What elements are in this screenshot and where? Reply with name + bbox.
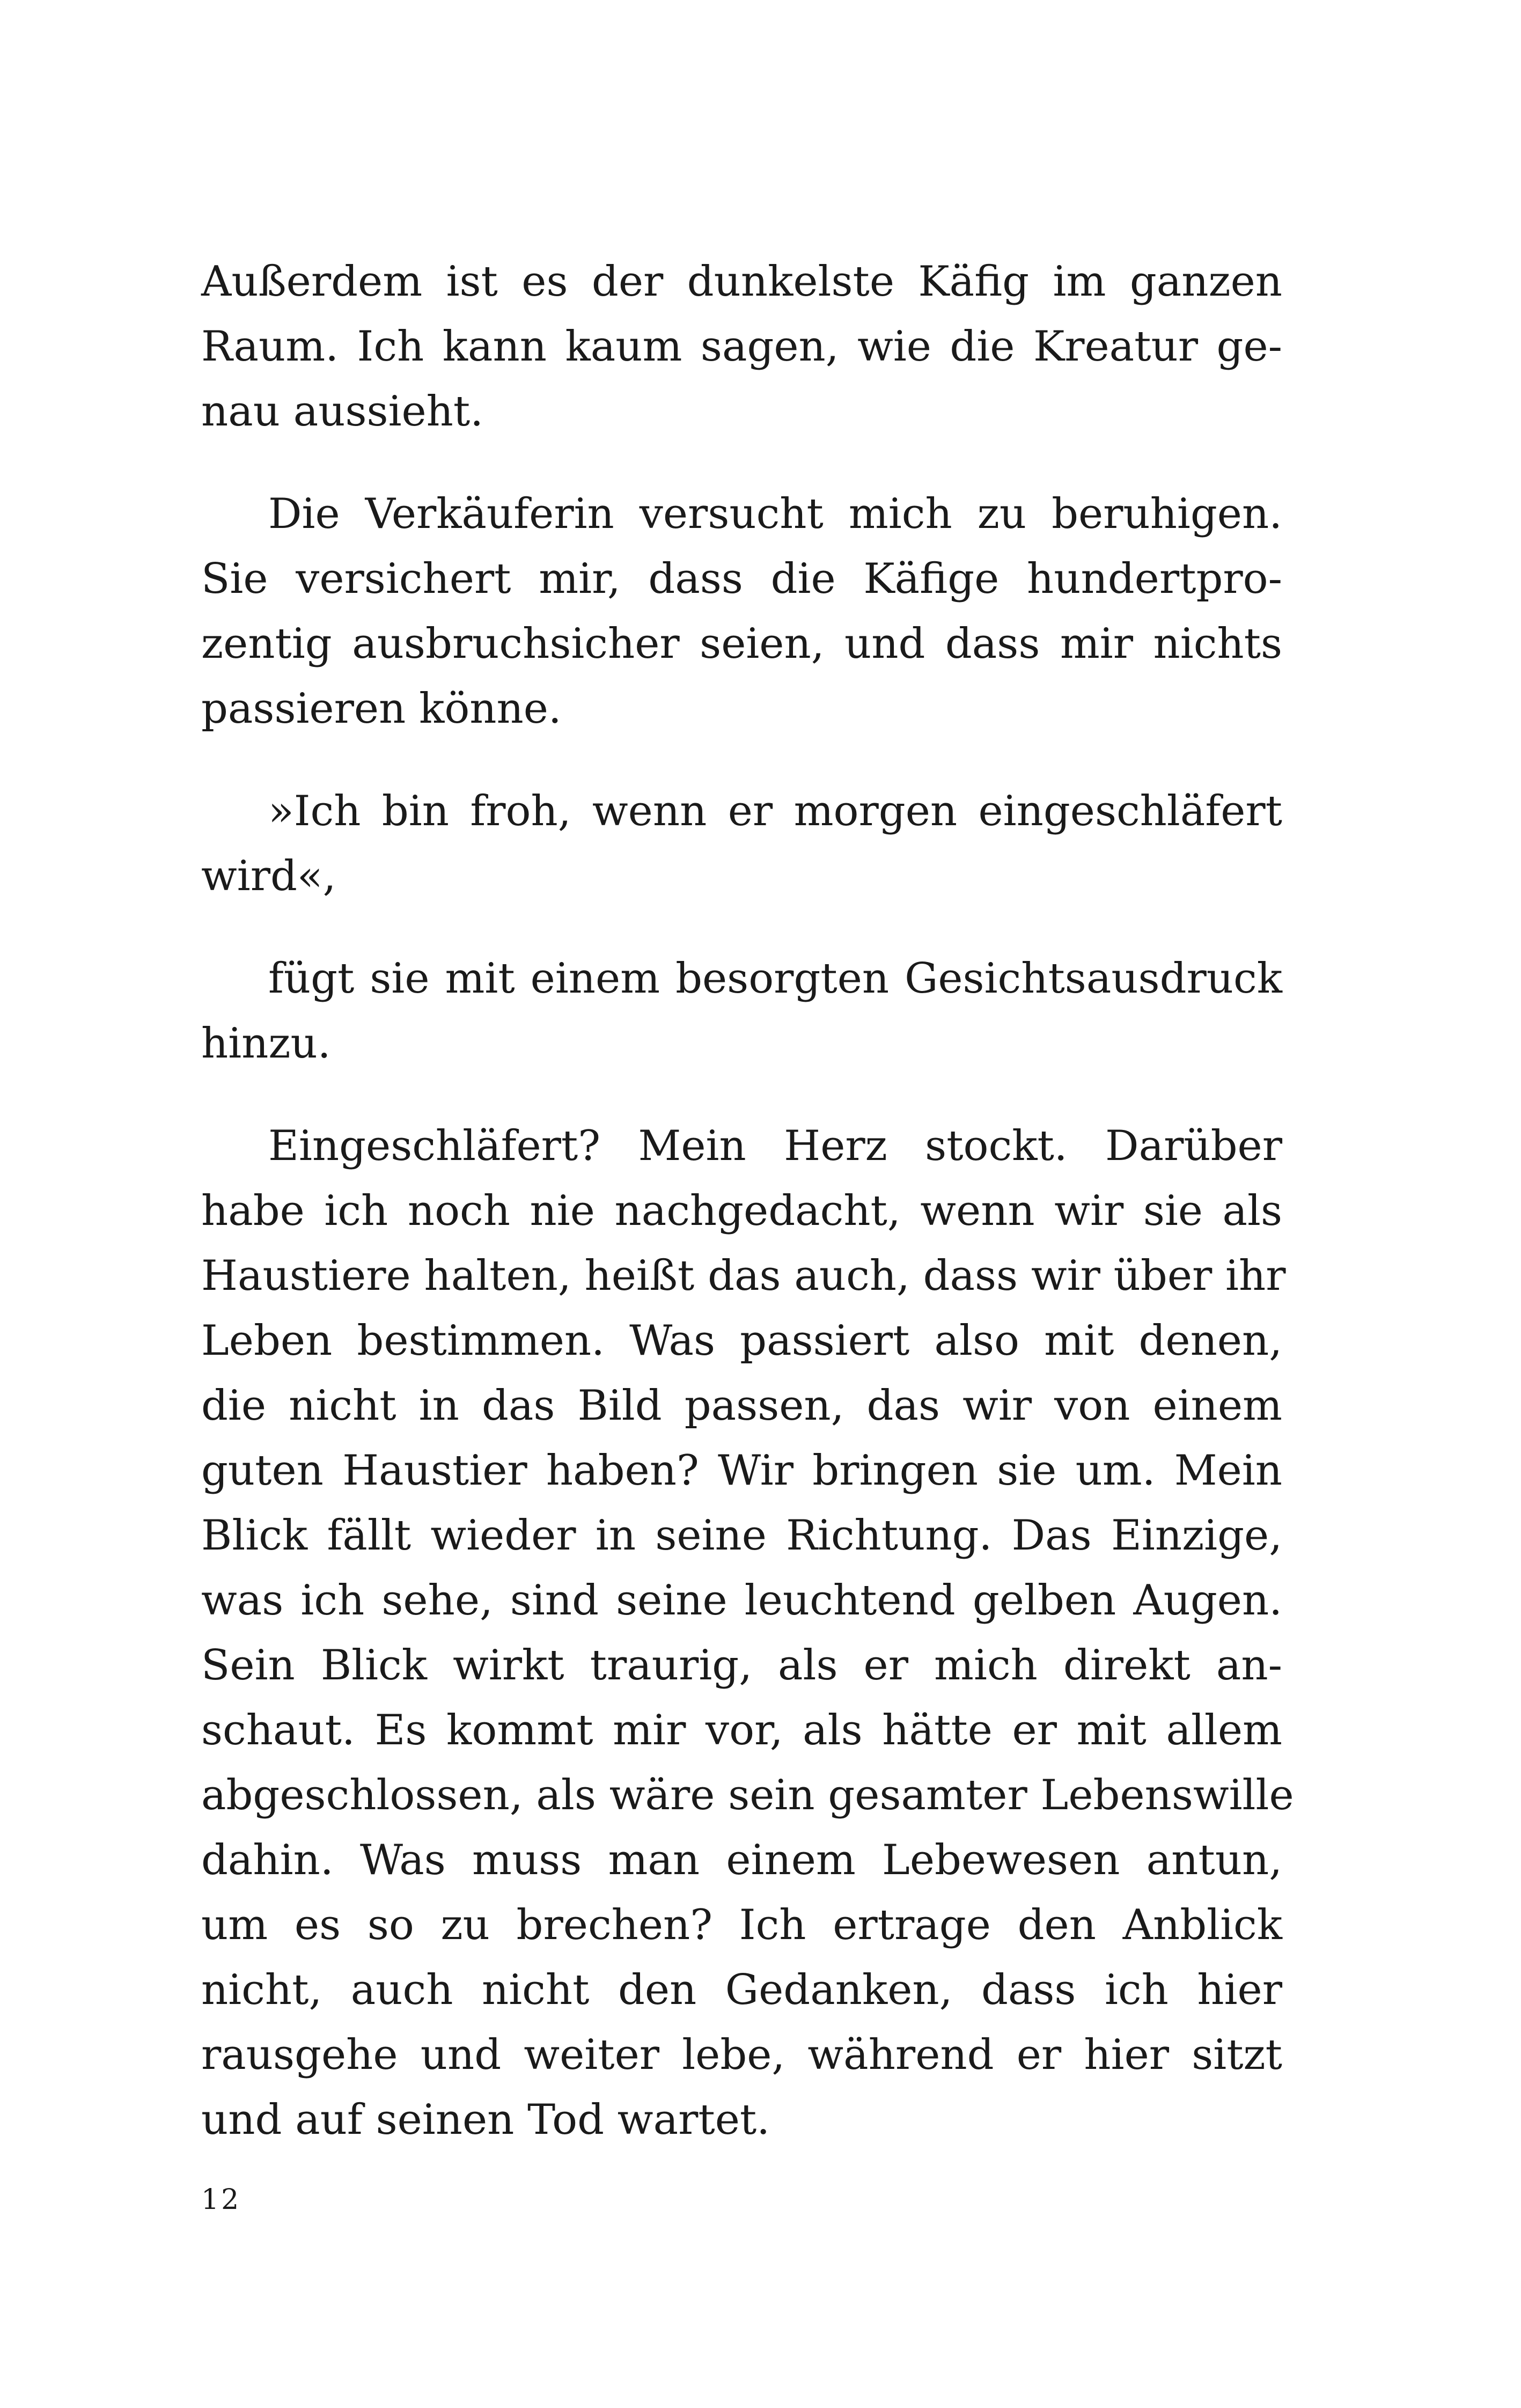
text-line: fügt sie mit einem besorgten Gesichtsausdruck: [268, 955, 1282, 1003]
text-line: was ich sehe, sind seine leuchtend gelben Augen.: [201, 1576, 1282, 1625]
text-line: um es so zu brechen? Ich ertrage den Anblick: [201, 1901, 1282, 1949]
paragraph: [201, 946, 1282, 1076]
text-line: wird«,: [201, 852, 336, 900]
page-number: 12: [201, 2184, 241, 2216]
paragraph: [201, 779, 1282, 909]
text-line: Sie versichert mir, dass die Käfige hundertpro-: [201, 555, 1282, 603]
text-line: nicht, auch nicht den Gedanken, dass ich hier: [201, 1966, 1282, 2014]
text-line: passieren könne.: [201, 685, 562, 733]
text-line: guten Haustier haben? Wir bringen sie um. Mein: [201, 1447, 1282, 1495]
body-text: [201, 249, 1294, 2190]
text-line: habe ich noch nie nachgedacht, wenn wir sie als: [201, 1187, 1282, 1235]
text-line: Die Verkäuferin versucht mich zu beruhigen.: [268, 490, 1282, 538]
text-line: dahin. Was muss man einem Lebewesen antun,: [201, 1836, 1282, 1884]
text-line: schaut. Es kommt mir vor, als hätte er mit allem: [201, 1706, 1282, 1754]
text-line: nau aussieht.: [201, 387, 484, 436]
text-line: und auf seinen Tod wartet.: [201, 2096, 770, 2144]
text-line: Blick fällt wieder in seine Richtung. Das Einzige,: [201, 1511, 1282, 1560]
text-line: rausgehe und weiter lebe, während er hier sitzt: [201, 2031, 1282, 2079]
text-line: abgeschlossen, als wäre sein gesamter Lebenswille: [201, 1771, 1294, 1819]
text-line: zentig ausbruchsicher seien, und dass mir nichts: [201, 620, 1282, 668]
text-line: Außerdem ist es der dunkelste Käfig im ganzen: [201, 258, 1282, 306]
text-line: Haustiere halten, heißt das auch, dass wir über ihr: [201, 1252, 1286, 1300]
text-line: die nicht in das Bild passen, das wir von einem: [201, 1382, 1282, 1430]
text-line: hinzu.: [201, 1019, 331, 1068]
paragraph: [201, 1114, 1294, 2153]
text-line: Sein Blick wirkt traurig, als er mich direkt an-: [201, 1641, 1282, 1690]
text-line: Eingeschläfert? Mein Herz stockt. Darüber: [268, 1122, 1282, 1170]
text-line: Raum. Ich kann kaum sagen, wie die Kreatur ge-: [201, 322, 1282, 371]
paragraph: [201, 482, 1282, 742]
text-line: Leben bestimmen. Was passiert also mit denen,: [201, 1317, 1282, 1365]
text-line: »Ich bin froh, wenn er morgen eingeschläfert: [268, 787, 1282, 835]
paragraph: [201, 249, 1282, 444]
